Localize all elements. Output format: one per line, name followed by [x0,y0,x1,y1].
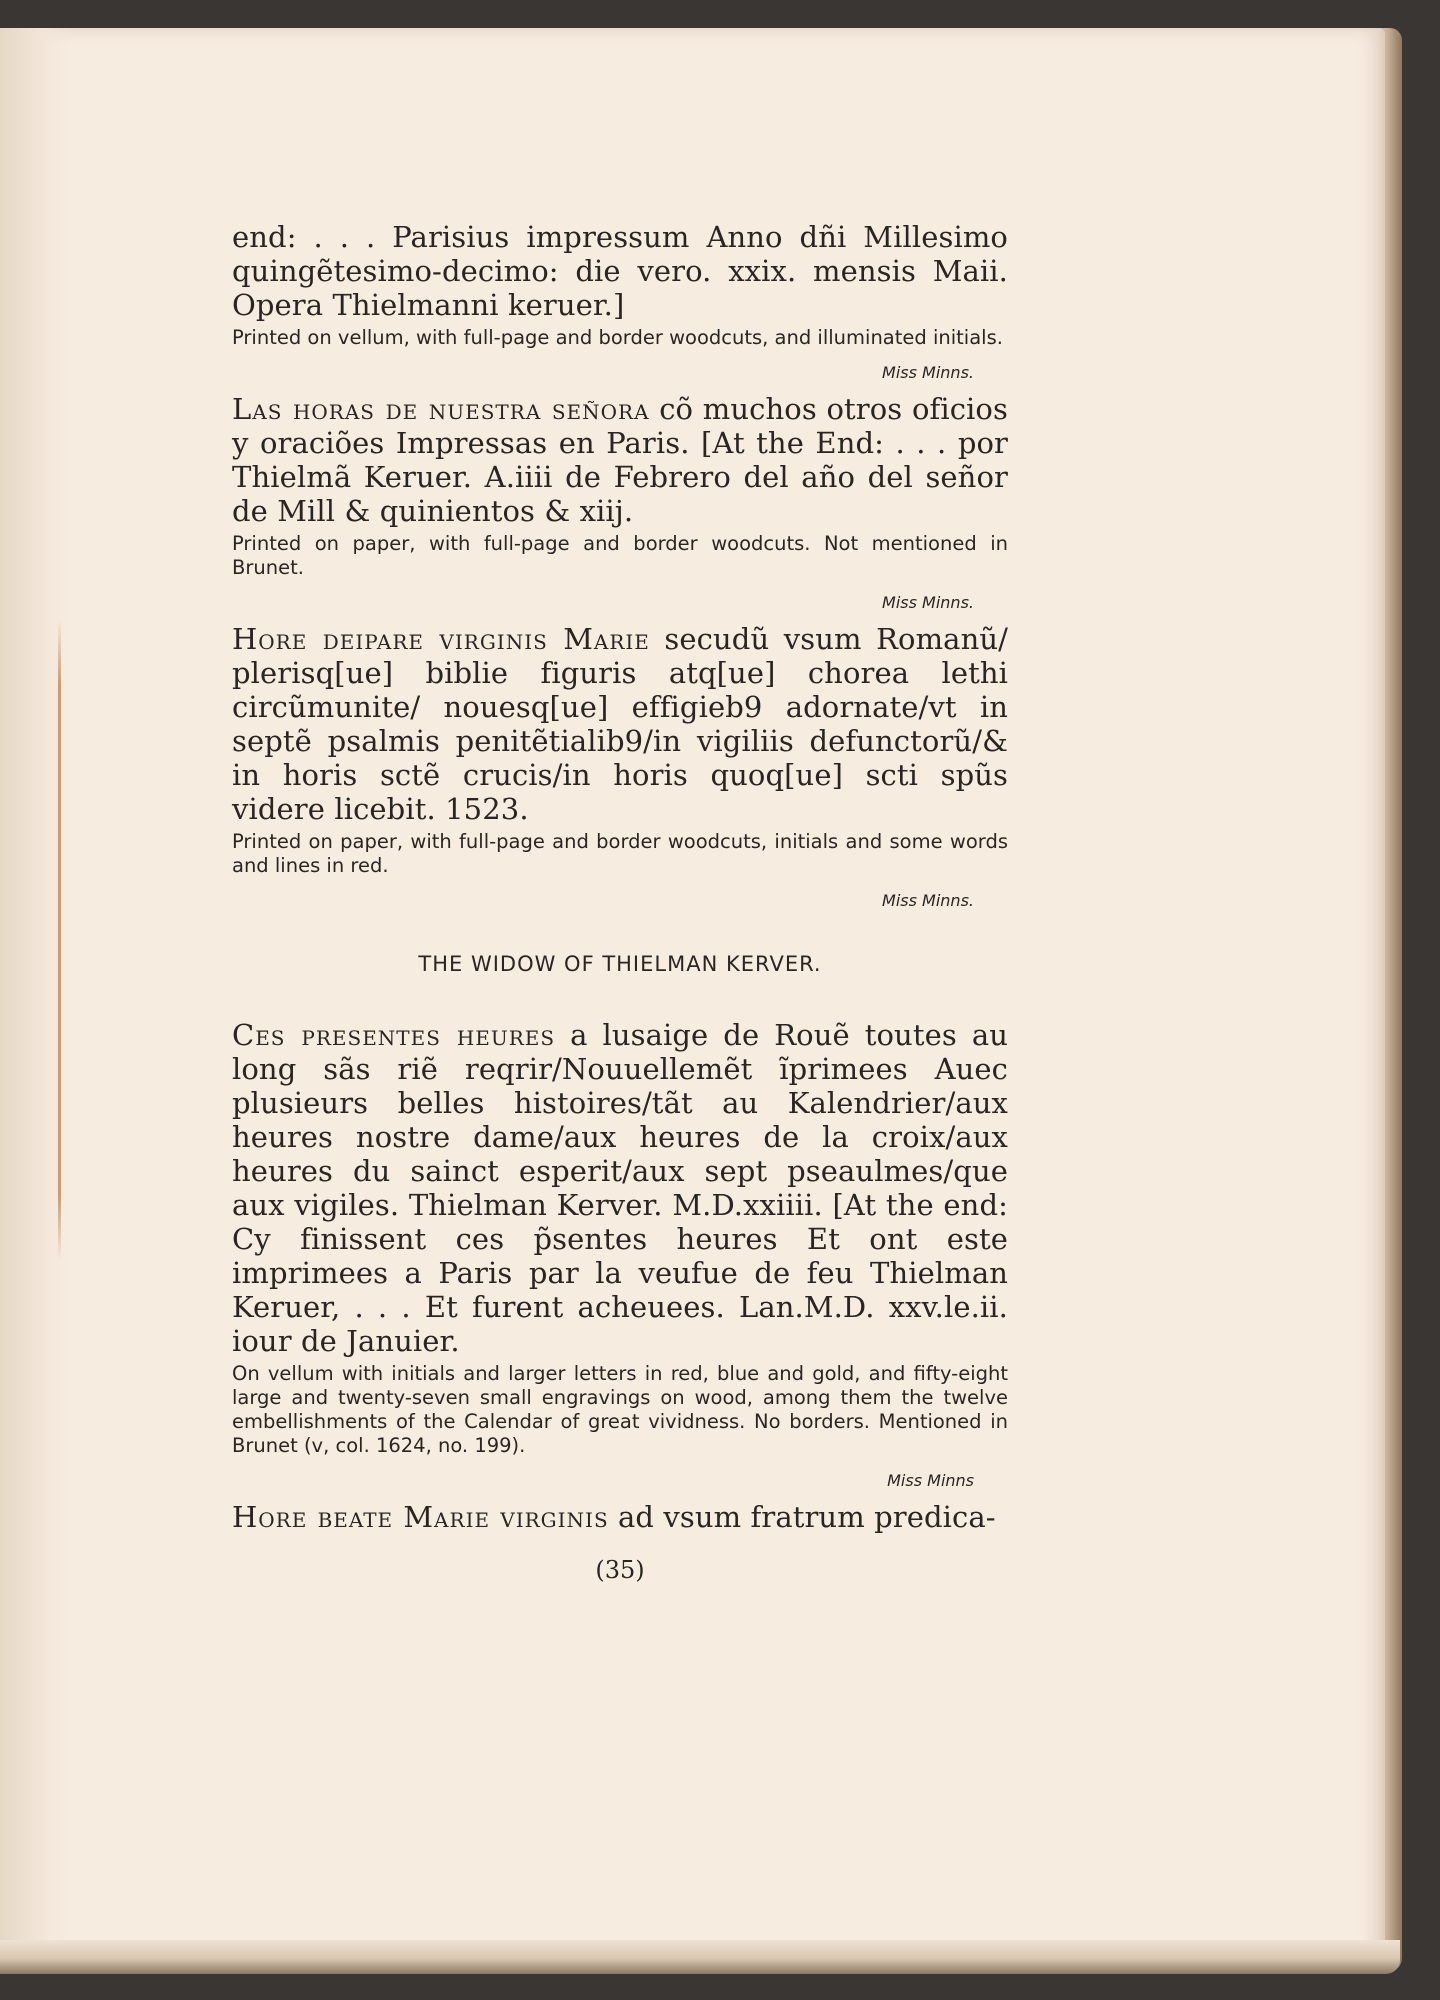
entry-title: Ces presentes heures [232,1018,556,1052]
entry-note: Printed on vellum, with full-page and border woodcuts, and illuminated initials. [232,326,1003,349]
entry-continuation-text: end: . . . Parisius impressum Anno dñi Millesimo quingẽtesimo-decimo: die vero. xxix. mensis Maii. Opera Thielmanni keruer.] [232,220,1008,322]
entry-note: Printed on paper, with full-page and border woodcuts, initials and some words and lines in red. [232,830,1008,877]
entry-owner: Miss Minns. [882,593,974,612]
page-number: (35) [595,1556,645,1584]
entry-owner: Miss Minns [887,1471,974,1490]
page-bottom-edge [0,1940,1400,1974]
page-text [232,220,1008,1608]
entry-owner: Miss Minns. [882,891,974,910]
entry-text: a lusaige de Rouẽ toutes au long sãs riẽ reqrir/Nouuellemẽt ĩprimees Auec plusieurs belles histoires/tãt au Kalendrier/aux heures nostre dame/aux heures de la croix/aux heures du sainct esperit/aux sept pseaulmes/que aux vigiles. Thielman Kerver. M.D.xxiiii. [At the end: Cy finissent ces p̃sentes heures Et ont este imprimees a Paris par la veufue de feu Thielman Keruer, . . . Et furent acheuees. Lan.M.D. xxv.le.ii. iour de Januier. [232,1018,1008,1358]
entry-owner: Miss Minns. [882,363,974,382]
section-title: THE WIDOW OF THIELMAN KERVER. [418,952,822,976]
binding-thread [58,620,61,1260]
entry-text: secudũ vsum Romanũ/ plerisq[ue] biblie figuris atq[ue] chorea lethi circũmunite/ nouesq[ue] effigieb9 adornate/vt in septẽ psalmis penitẽtialib9/in vigiliis defunctorũ/& in horis sctẽ crucis/in horis quoq[ue] scti spũs videre licebit. 1523. [232,622,1008,826]
entry-title: Las horas de nuestra señora [232,392,650,426]
entry-text: cõ muchos otros oficios y oraciões Impressas en Paris. [At the End: . . . por Thielmã Keruer. A.iiii de Febrero del año del señor de Mill & quinientos & xiij. [232,392,1008,528]
entry-title: Hore beate Marie virginis [232,1500,609,1534]
entry-heading [232,1500,1008,1534]
entry-heading [232,1018,1008,1358]
entry-heading [232,392,1008,528]
entry-title: Hore deipare virginis Marie [232,622,650,656]
entry-heading [232,622,1008,826]
entry-note: Printed on paper, with full-page and border woodcuts. Not mentioned in Brunet. [232,532,1008,579]
entry-text: ad vsum fratrum predica- [618,1500,996,1534]
entry-note: On vellum with initials and larger letters in red, blue and gold, and fifty-eight large and twenty-seven small engravings on wood, among them the twelve embellishments of the Calendar of great vividness. No borders. Mentioned in Brunet (v, col. 1624, no. 199). [232,1362,1008,1457]
